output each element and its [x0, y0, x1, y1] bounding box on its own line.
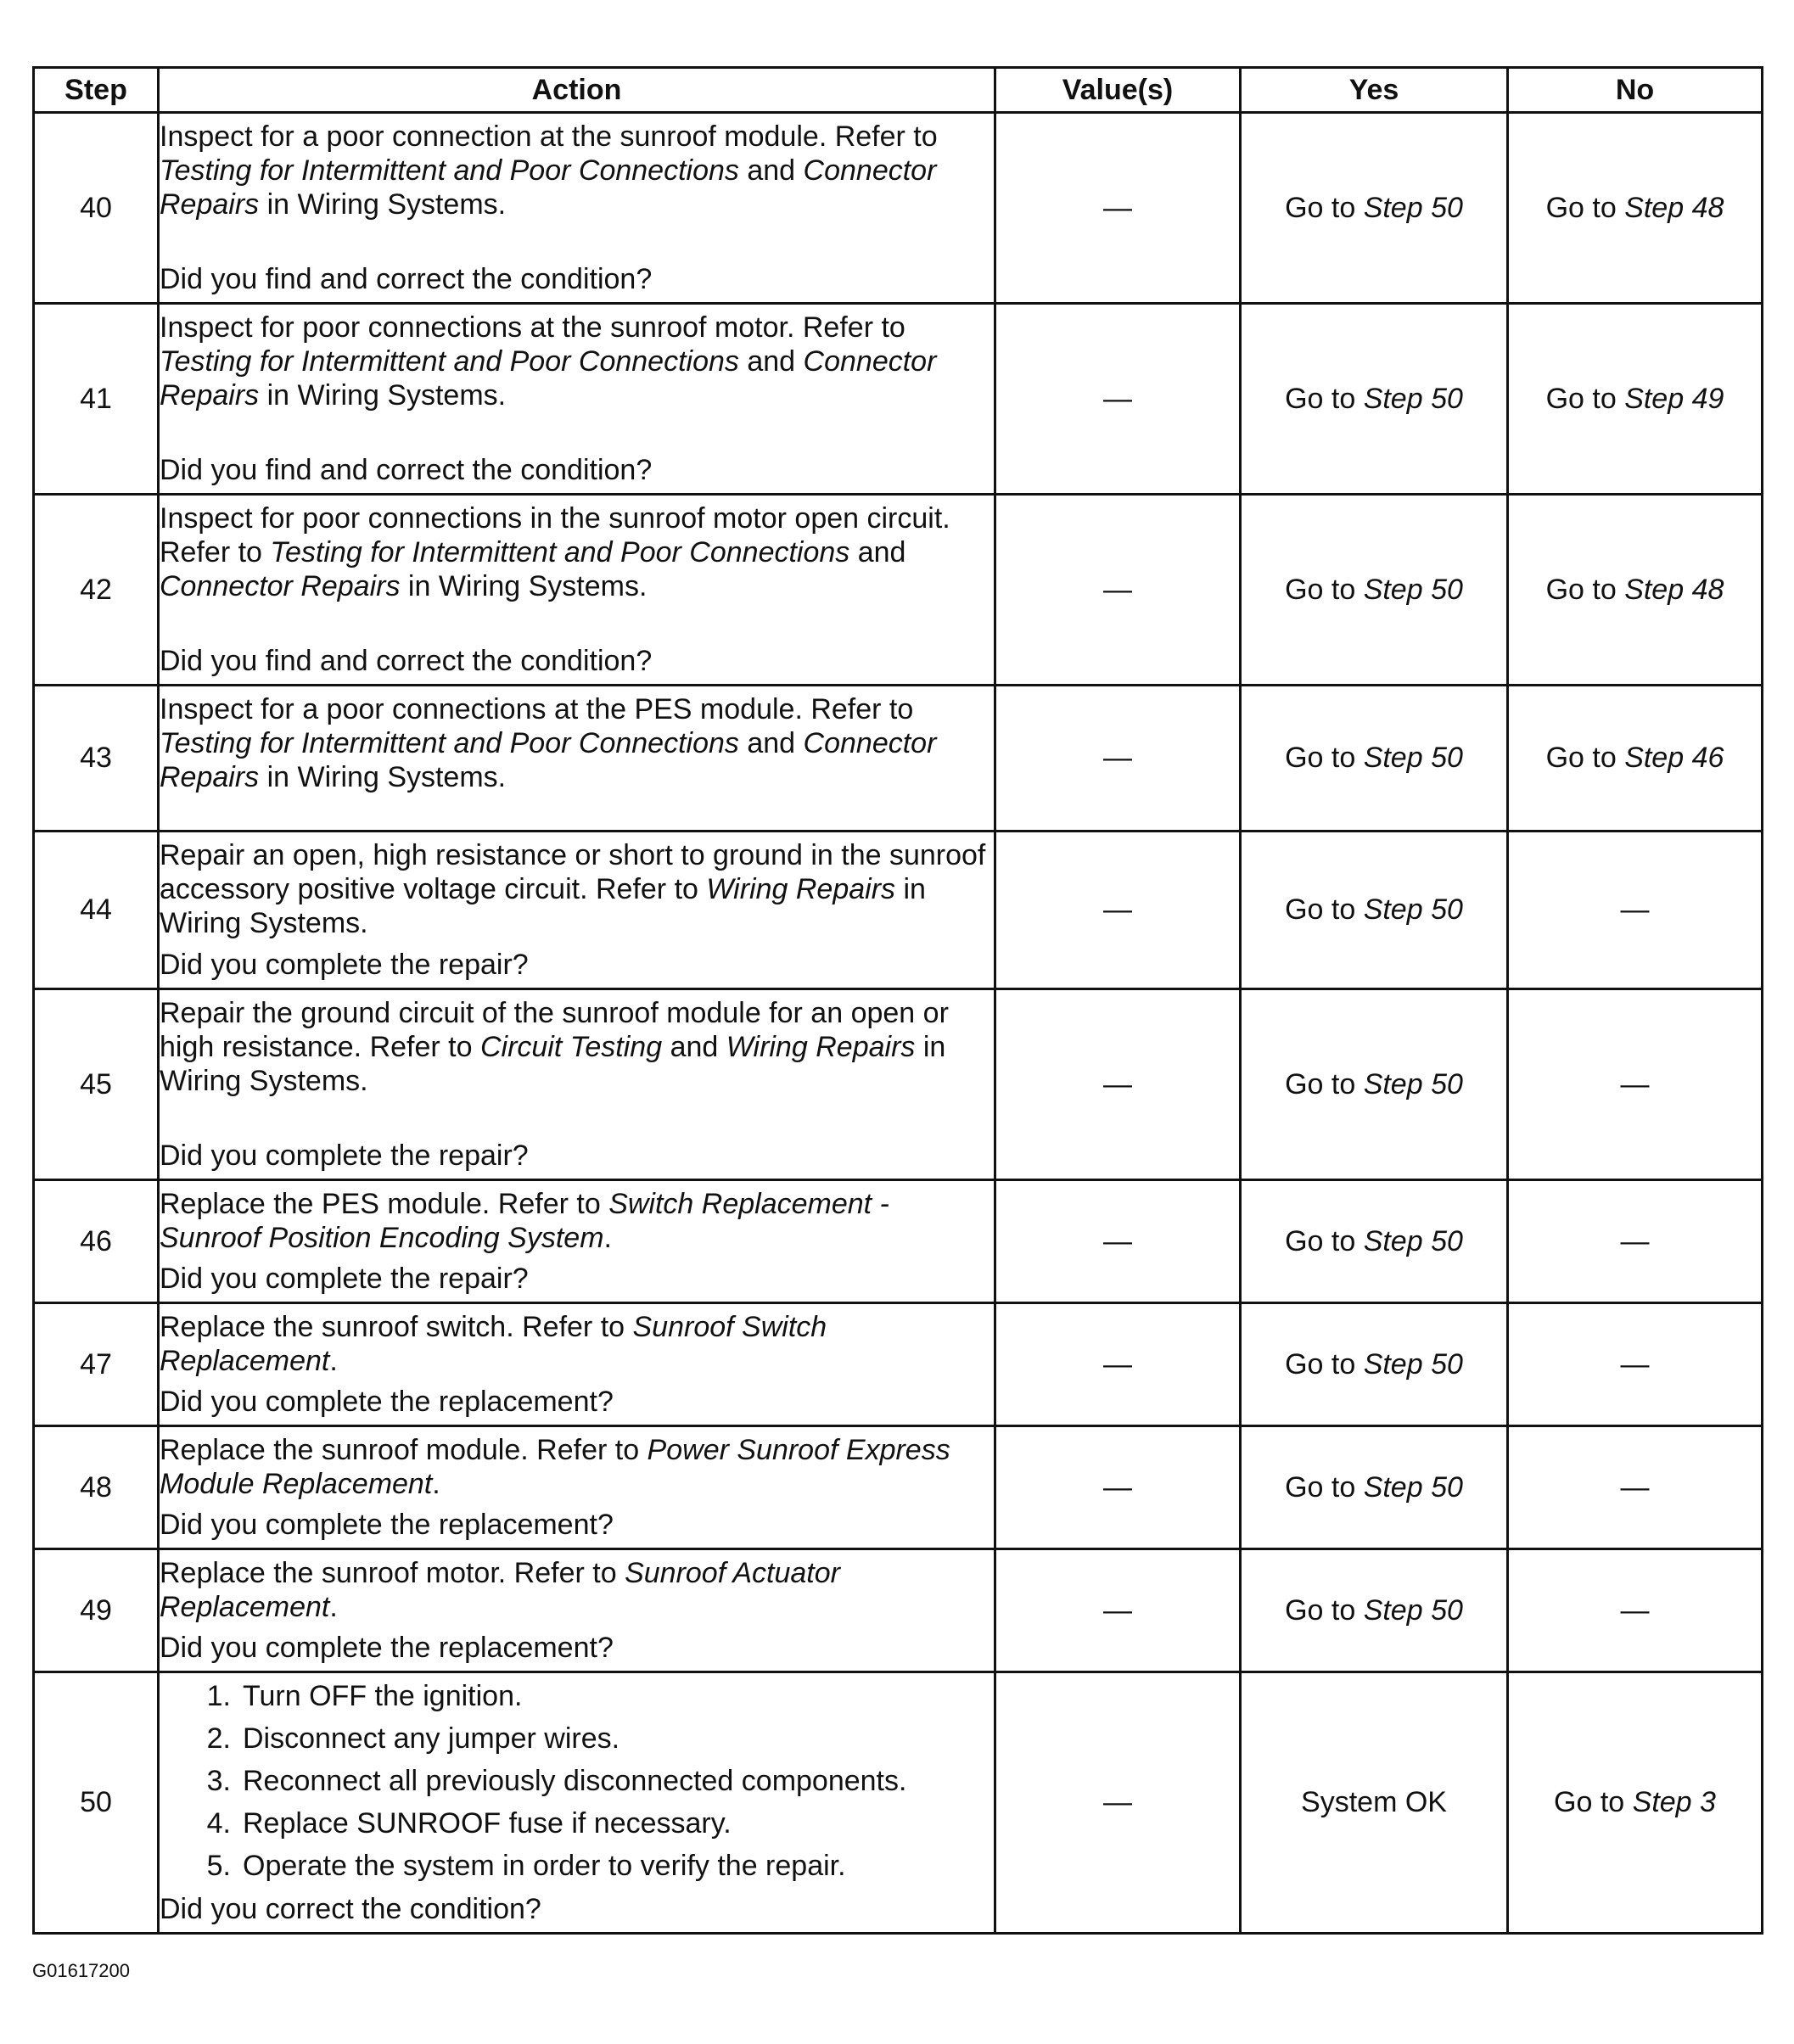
action-description-run: Inspect for a poor connections at the PES module. Refer to: [160, 693, 914, 725]
value-cell: —: [995, 686, 1241, 832]
action-description-run: Repair an open, high resistance or short to ground in the sunroof accessory positive voltage circuit. Refer to: [160, 839, 986, 905]
yes-outcome: [1241, 989, 1508, 1180]
no-outcome-run: Step 46: [1624, 742, 1724, 774]
action-description-run: Power Sunroof Express Module Replacement: [160, 1434, 950, 1500]
table-row: [34, 304, 1763, 495]
no-outcome-run: Step 49: [1624, 382, 1724, 415]
action-cell: [159, 113, 995, 304]
figure-id: G01617200: [32, 1960, 130, 1981]
action-step-item: [200, 1722, 994, 1756]
step-number: 45: [34, 989, 159, 1180]
no-outcome-run: Go to: [1545, 191, 1625, 224]
action-step-number: 3.: [206, 1765, 231, 1797]
value-cell: —: [995, 1672, 1241, 1934]
step-number: 42: [34, 495, 159, 686]
table-row: [34, 1672, 1763, 1934]
action-cell: [159, 1672, 995, 1934]
yes-outcome-run: Go to: [1285, 1347, 1364, 1380]
action-description-run: and: [738, 345, 804, 378]
action-description-run: and: [738, 154, 804, 187]
yes-outcome-run: Go to: [1285, 893, 1364, 926]
action-content: [160, 1187, 994, 1296]
yes-outcome-run: Go to: [1285, 742, 1364, 774]
yes-outcome: [1241, 1426, 1508, 1549]
no-outcome: [1508, 113, 1763, 304]
action-description-run: Replace the PES module. Refer to: [160, 1188, 609, 1220]
header-step: Step: [34, 68, 159, 113]
no-outcome: [1508, 989, 1763, 1180]
action-step-text: Reconnect all previously disconnected components.: [243, 1765, 907, 1797]
action-content: [160, 1556, 994, 1665]
yes-outcome-run: Step 50: [1363, 893, 1463, 926]
yes-outcome: [1241, 304, 1508, 495]
action-description-run: and: [849, 536, 906, 568]
action-description-run: Replace the sunroof motor. Refer to: [160, 1557, 625, 1589]
table-row: [34, 989, 1763, 1180]
action-content: [160, 1679, 994, 1926]
no-outcome-run: —: [1620, 1470, 1650, 1504]
action-question: Did you complete the repair?: [160, 949, 529, 981]
header-row: [34, 68, 1763, 113]
action-description-run: Connector Repairs: [160, 345, 937, 412]
no-outcome-run: Go to: [1545, 382, 1625, 415]
value-cell: —: [995, 495, 1241, 686]
action-description: [160, 1433, 994, 1501]
value-cell: —: [995, 989, 1241, 1180]
action-description-run: .: [603, 1222, 612, 1254]
yes-outcome: [1241, 686, 1508, 832]
yes-outcome-run: System OK: [1301, 1786, 1447, 1818]
table-row: [34, 1180, 1763, 1303]
yes-outcome-run: Step 50: [1363, 191, 1463, 224]
action-cell: [159, 1303, 995, 1426]
action-cell: [159, 1180, 995, 1303]
no-outcome-run: —: [1620, 1593, 1650, 1627]
no-outcome-run: Go to: [1545, 742, 1625, 774]
no-outcome-run: —: [1620, 1224, 1650, 1257]
action-cell: [159, 495, 995, 686]
action-description-run: Sunroof Actuator Replacement: [160, 1557, 840, 1623]
action-question: Did you complete the replacement?: [160, 1509, 614, 1541]
action-description-run: Wiring Repairs: [706, 873, 896, 905]
action-description: [160, 120, 994, 221]
value-cell: —: [995, 1180, 1241, 1303]
action-description-run: in Wiring Systems.: [259, 188, 507, 221]
yes-outcome: [1241, 113, 1508, 304]
action-description-run: Testing for Intermittent and Poor Connections: [270, 536, 850, 568]
action-description-run: Testing for Intermittent and Poor Connections: [160, 727, 739, 759]
action-description-run: in Wiring Systems.: [160, 873, 926, 939]
yes-outcome-run: Step 50: [1363, 1593, 1463, 1627]
action-description-run: Switch Replacement - Sunroof Position Encoding System: [160, 1188, 889, 1254]
action-description-run: Replace the sunroof switch. Refer to: [160, 1311, 633, 1343]
action-step-item: [200, 1849, 994, 1883]
table-row: [34, 1303, 1763, 1426]
action-description: [160, 996, 994, 1098]
no-outcome: [1508, 832, 1763, 989]
table-row: [34, 686, 1763, 832]
no-outcome: [1508, 1303, 1763, 1426]
no-outcome-run: —: [1620, 1067, 1650, 1100]
header-yes: Yes: [1241, 68, 1508, 113]
action-cell: [159, 989, 995, 1180]
action-description-run: .: [432, 1468, 440, 1500]
action-description-run: Inspect for poor connections in the sunroof motor open circuit. Refer to: [160, 502, 950, 568]
action-cell: [159, 304, 995, 495]
yes-outcome: [1241, 1672, 1508, 1934]
value-cell: —: [995, 1549, 1241, 1672]
yes-outcome-run: Go to: [1285, 1224, 1364, 1257]
no-outcome: [1508, 304, 1763, 495]
action-step-number: 5.: [206, 1850, 231, 1882]
yes-outcome-run: Go to: [1285, 1470, 1364, 1504]
step-number: 48: [34, 1426, 159, 1549]
header-action: Action: [159, 68, 995, 113]
action-step-number: 2.: [206, 1722, 231, 1755]
action-content: [160, 838, 994, 982]
action-step-item: [200, 1806, 994, 1840]
header-values: Value(s): [995, 68, 1241, 113]
action-description-run: in Wiring Systems.: [400, 570, 648, 602]
no-outcome: [1508, 1549, 1763, 1672]
action-question: Did you complete the replacement?: [160, 1386, 614, 1418]
action-content: [160, 311, 994, 487]
step-number: 44: [34, 832, 159, 989]
value-cell: —: [995, 113, 1241, 304]
action-step-text: Disconnect any jumper wires.: [243, 1722, 620, 1755]
action-step-text: Turn OFF the ignition.: [243, 1680, 523, 1712]
action-description: [160, 1556, 994, 1624]
no-outcome: [1508, 1180, 1763, 1303]
action-step-number: 4.: [206, 1807, 231, 1840]
action-description-run: in Wiring Systems.: [160, 1031, 946, 1097]
yes-outcome: [1241, 1303, 1508, 1426]
action-step-number: 1.: [206, 1680, 231, 1712]
no-outcome: [1508, 1426, 1763, 1549]
yes-outcome-run: Step 50: [1363, 1347, 1463, 1380]
no-outcome: [1508, 686, 1763, 832]
table-row: [34, 832, 1763, 989]
no-outcome-run: Go to: [1545, 573, 1625, 606]
action-description: [160, 311, 994, 412]
yes-outcome-run: Step 50: [1363, 1224, 1463, 1257]
action-content: [160, 501, 994, 678]
step-number: 50: [34, 1672, 159, 1934]
value-cell: —: [995, 304, 1241, 495]
action-description-run: Testing for Intermittent and Poor Connections: [160, 154, 739, 187]
action-content: [160, 1433, 994, 1542]
yes-outcome-run: Step 50: [1363, 573, 1463, 606]
action-description-run: in Wiring Systems.: [259, 379, 507, 412]
yes-outcome-run: Go to: [1285, 382, 1364, 415]
no-outcome-run: Step 3: [1632, 1786, 1716, 1818]
action-question: Did you complete the repair?: [160, 1263, 529, 1295]
action-description-run: Circuit Testing: [479, 1031, 663, 1063]
action-question: Did you find and correct the condition?: [160, 645, 653, 677]
yes-outcome-run: Step 50: [1363, 382, 1463, 415]
action-description-run: in Wiring Systems.: [259, 761, 507, 793]
table-row: [34, 495, 1763, 686]
action-question: Did you find and correct the condition?: [160, 263, 653, 295]
no-outcome-run: Go to: [1554, 1786, 1633, 1818]
action-content: [160, 1310, 994, 1419]
table-row: [34, 1549, 1763, 1672]
action-description-run: Inspect for a poor connection at the sunroof module. Refer to: [160, 120, 938, 153]
action-cell: [159, 1549, 995, 1672]
step-number: 40: [34, 113, 159, 304]
action-question: Did you correct the condition?: [160, 1893, 541, 1925]
action-content: [160, 120, 994, 296]
action-step-list: [160, 1679, 994, 1891]
diagnostic-table: [32, 66, 1763, 1935]
action-description: [160, 692, 994, 794]
action-step-item: [200, 1679, 994, 1713]
action-description: [160, 838, 994, 940]
value-cell: —: [995, 1303, 1241, 1426]
action-description-run: Repair the ground circuit of the sunroof module for an open or high resistance. Refer to: [160, 997, 949, 1063]
yes-outcome-run: Go to: [1285, 191, 1364, 224]
action-cell: [159, 686, 995, 832]
action-description-run: Connector Repairs: [160, 154, 937, 221]
action-content: [160, 996, 994, 1173]
yes-outcome-run: Go to: [1285, 573, 1364, 606]
yes-outcome-run: Step 50: [1363, 1067, 1463, 1100]
table-body: [34, 113, 1763, 1934]
action-description-run: Connector Repairs: [160, 727, 937, 793]
yes-outcome-run: Step 50: [1363, 742, 1463, 774]
yes-outcome: [1241, 1180, 1508, 1303]
value-cell: —: [995, 832, 1241, 989]
action-description-run: and: [738, 727, 804, 759]
action-description-run: Inspect for poor connections at the sunroof motor. Refer to: [160, 311, 905, 344]
action-content: [160, 692, 994, 824]
action-description-run: Testing for Intermittent and Poor Connections: [160, 345, 739, 378]
table-row: [34, 1426, 1763, 1549]
no-outcome-run: Step 48: [1624, 573, 1724, 606]
yes-outcome: [1241, 1549, 1508, 1672]
action-description-run: .: [329, 1591, 338, 1623]
action-description-run: Connector Repairs: [160, 570, 401, 602]
yes-outcome: [1241, 495, 1508, 686]
action-description-run: Replace the sunroof module. Refer to: [160, 1434, 648, 1466]
step-number: 46: [34, 1180, 159, 1303]
yes-outcome-run: Go to: [1285, 1067, 1364, 1100]
step-number: 41: [34, 304, 159, 495]
action-description: [160, 1310, 994, 1378]
action-description-run: Sunroof Switch Replacement: [160, 1311, 827, 1377]
action-cell: [159, 832, 995, 989]
action-step-text: Operate the system in order to verify the repair.: [243, 1850, 846, 1882]
action-step-item: [200, 1764, 994, 1798]
value-cell: —: [995, 1426, 1241, 1549]
action-description-run: .: [329, 1345, 338, 1377]
header-no: No: [1508, 68, 1763, 113]
action-description: [160, 501, 994, 603]
action-question: Did you complete the replacement?: [160, 1632, 614, 1664]
table-row: [34, 113, 1763, 304]
action-cell: [159, 1426, 995, 1549]
step-number: 49: [34, 1549, 159, 1672]
yes-outcome-run: Step 50: [1363, 1470, 1463, 1504]
step-number: 47: [34, 1303, 159, 1426]
no-outcome-run: Step 48: [1624, 191, 1724, 224]
action-description-run: and: [662, 1031, 726, 1063]
action-question: Did you complete the repair?: [160, 1140, 529, 1172]
action-step-text: Replace SUNROOF fuse if necessary.: [243, 1807, 732, 1840]
step-number: 43: [34, 686, 159, 832]
action-description-run: Wiring Repairs: [726, 1031, 916, 1063]
action-description: [160, 1187, 994, 1255]
action-question: Did you find and correct the condition?: [160, 454, 653, 486]
no-outcome-run: —: [1620, 1347, 1650, 1380]
yes-outcome-run: Go to: [1285, 1593, 1364, 1627]
no-outcome-run: —: [1620, 893, 1650, 926]
yes-outcome: [1241, 832, 1508, 989]
no-outcome: [1508, 495, 1763, 686]
no-outcome: [1508, 1672, 1763, 1934]
